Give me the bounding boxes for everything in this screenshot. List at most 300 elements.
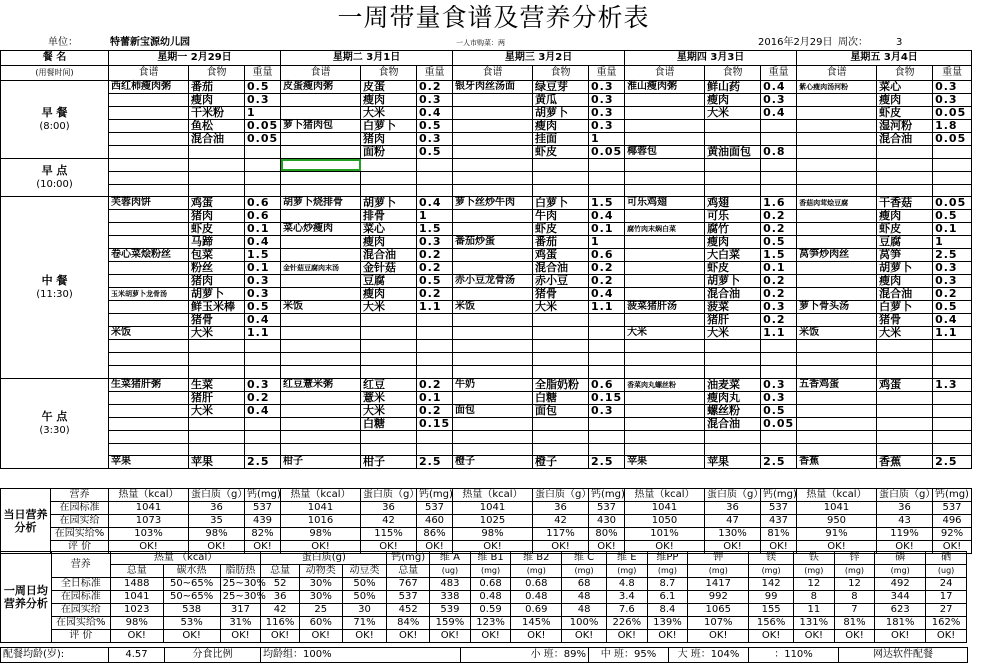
food-name: 马蹄: [189, 236, 245, 249]
dish-name: [109, 275, 189, 288]
menu-row: [1, 94, 972, 107]
dish-name: 银牙肉丝汤面: [453, 81, 533, 94]
daily-value: 35: [189, 515, 245, 528]
daily-value: 101%: [625, 528, 705, 541]
food-name: 赤小豆: [533, 275, 589, 288]
dish-name: [109, 107, 189, 120]
food-weight: 0.3: [933, 94, 972, 107]
menu-row: [1, 81, 972, 94]
dish-name: [453, 210, 533, 223]
food-name: 猪肉: [189, 210, 245, 223]
weekly-value: 81%: [834, 617, 875, 630]
food-name: 大米: [189, 327, 245, 340]
dish-name: 赤小豆龙骨汤: [453, 275, 533, 288]
dish-name: [453, 288, 533, 301]
weekly-subheader: (mg): [834, 565, 875, 578]
weekly-mg-header: 镁: [749, 552, 794, 565]
dish-name: [797, 184, 877, 197]
food-name: [533, 184, 589, 197]
meal-name: 午 点: [41, 409, 68, 423]
dish-name: [797, 146, 877, 159]
food-weight: 0.05: [933, 197, 972, 210]
daily-value: 1073: [109, 515, 189, 528]
dish-name: [625, 314, 705, 327]
dish-name: [797, 133, 877, 146]
daily-row: [1, 515, 972, 528]
food-name: 瘦肉: [705, 236, 761, 249]
food-weight: [933, 417, 972, 430]
food-name: 挂面: [533, 133, 589, 146]
dish-name: 红豆薏米粥: [281, 378, 361, 391]
food-weight: 2.5: [417, 456, 453, 469]
dish-name: [281, 391, 361, 404]
food-name: 面包: [533, 404, 589, 417]
weekly-value: OK!: [749, 630, 794, 643]
weekly-value: 452: [387, 604, 430, 617]
food-name: [877, 184, 933, 197]
food-weight: 0.05: [245, 120, 281, 133]
food-weight: 0.15: [589, 391, 625, 404]
dish-name: [797, 223, 877, 236]
day-header: 星期四 3月3日: [625, 51, 797, 66]
daily-value: OK!: [933, 541, 972, 554]
food-name: 鸡蛋: [877, 378, 933, 391]
food-weight: 0.5: [417, 120, 453, 133]
daily-value: 103%: [109, 528, 189, 541]
food-name: 虾皮: [533, 223, 589, 236]
food-name: [189, 146, 245, 159]
weekly-value: 3.4: [606, 591, 647, 604]
daily-value: 86%: [417, 528, 453, 541]
food-name: 瘦肉: [705, 94, 761, 107]
mid-class: 中 班：95%: [589, 648, 669, 663]
day-header: 星期五 3月4日: [797, 51, 972, 66]
food-weight: [417, 430, 453, 443]
daily-value: OK!: [109, 541, 189, 554]
menu-row: [1, 107, 972, 120]
food-weight: 0.2: [761, 275, 797, 288]
food-weight: [417, 327, 453, 340]
daily-value: 430: [589, 515, 625, 528]
dish-name: [625, 249, 705, 262]
dish-name: 米饭: [109, 327, 189, 340]
dish-name: [625, 340, 705, 353]
food-name: 胡萝卜: [533, 107, 589, 120]
daily-value: 537: [761, 502, 797, 515]
dish-name: 柑子: [281, 456, 361, 469]
food-name: [189, 340, 245, 353]
dish-name: [797, 288, 877, 301]
daily-value: 91%: [797, 528, 877, 541]
weekly-value: 1041: [110, 591, 163, 604]
daily-value: OK!: [705, 541, 761, 554]
food-weight: 0.4: [589, 210, 625, 223]
dish-name: [453, 184, 533, 197]
dish-name: [109, 236, 189, 249]
food-weight: 0.3: [933, 81, 972, 94]
food-weight: 0.15: [417, 417, 453, 430]
selected-cell[interactable]: [281, 159, 361, 172]
dish-name: 菜心炒瘦肉: [281, 223, 361, 236]
food-weight: [417, 159, 453, 172]
dish-name: [281, 171, 361, 184]
food-weight: [589, 365, 625, 378]
weekly-value: OK!: [606, 630, 647, 643]
menu-row: [1, 210, 972, 223]
food-weight: 0.3: [417, 94, 453, 107]
menu-row: [1, 365, 972, 378]
dish-name: 胡萝卜烧排骨: [281, 197, 361, 210]
food-weight: [933, 443, 972, 456]
food-weight: 1.5: [245, 249, 281, 262]
food-weight: 0.1: [417, 391, 453, 404]
food-weight: 0.6: [245, 210, 281, 223]
weekly-va-header: 维 A: [430, 552, 471, 565]
dish-name: [453, 171, 533, 184]
food-name: 金针菇: [361, 262, 417, 275]
dish-name: [281, 94, 361, 107]
weekly-value: 25~30%: [220, 578, 261, 591]
food-name: 豆腐: [361, 275, 417, 288]
food-name: 菜心: [877, 81, 933, 94]
food-weight: [761, 365, 797, 378]
weekly-value: 344: [875, 591, 926, 604]
dish-name: 皮蛋瘦肉粥: [281, 81, 361, 94]
food-name: 豆腐: [877, 236, 933, 249]
daily-value: 130%: [705, 528, 761, 541]
calcium-header: 钙(mg): [245, 489, 281, 502]
daily-value: 36: [533, 502, 589, 515]
daily-value: 98%: [453, 528, 533, 541]
dish-name: [281, 210, 361, 223]
food-name: [533, 159, 589, 172]
food-weight: 0.6: [245, 197, 281, 210]
food-weight: 0.3: [933, 262, 972, 275]
daily-value: OK!: [589, 541, 625, 554]
food-name: 绿豆芽: [533, 81, 589, 94]
food-name: 大白菜: [705, 249, 761, 262]
dish-name: [453, 146, 533, 159]
weekly-value: 767: [387, 578, 430, 591]
age-value: 4.57: [109, 648, 165, 663]
food-name: [533, 327, 589, 340]
food-name: 生菜: [189, 378, 245, 391]
dish-name: [453, 327, 533, 340]
weekly-value: OK!: [163, 630, 220, 643]
food-weight: [589, 184, 625, 197]
food-weight: 0.3: [245, 288, 281, 301]
food-weight: [933, 159, 972, 172]
food-weight: 0.1: [245, 262, 281, 275]
dish-name: [797, 120, 877, 133]
food-name: [361, 443, 417, 456]
col-dish-header: 食谱: [281, 66, 361, 81]
food-weight: [589, 353, 625, 366]
food-name: [361, 430, 417, 443]
dish-name: [797, 430, 877, 443]
food-name: 大米: [361, 107, 417, 120]
dish-name: [797, 275, 877, 288]
daily-value: 439: [245, 515, 281, 528]
food-weight: [245, 171, 281, 184]
weekly-value: 36: [261, 591, 300, 604]
daily-value: OK!: [761, 541, 797, 554]
weekly-row-label: 全日标准: [51, 578, 110, 591]
dish-name: 苹果: [109, 456, 189, 469]
weekly-value: 27: [926, 604, 967, 617]
weekly-value: 7: [834, 604, 875, 617]
dish-name: [109, 159, 189, 172]
food-name: [361, 314, 417, 327]
food-name: [533, 430, 589, 443]
dish-name: 番茄炒蛋: [453, 236, 533, 249]
dish-name: [625, 120, 705, 133]
weekly-value: 24: [926, 578, 967, 591]
dish-name: 腐竹肉末焖白菜: [625, 223, 705, 236]
col-food-header: 食物: [533, 66, 589, 81]
weekly-value: 492: [875, 578, 926, 591]
meal-label: [1, 378, 109, 469]
col-weight-header: 重量: [245, 66, 281, 81]
food-weight: [245, 443, 281, 456]
weekly-value: 317: [220, 604, 261, 617]
dish-name: [453, 443, 533, 456]
dish-name: [281, 353, 361, 366]
dish-name: [625, 236, 705, 249]
food-weight: 0.3: [761, 378, 797, 391]
food-weight: 1.1: [761, 327, 797, 340]
calcium-header: 钙(mg): [933, 489, 972, 502]
dish-name: 萝卜丝炒牛肉: [453, 197, 533, 210]
food-name: 混合油: [705, 417, 761, 430]
dish-name: [625, 262, 705, 275]
daily-value: OK!: [189, 541, 245, 554]
food-name: 白萝卜: [533, 197, 589, 210]
weekly-value: 84%: [387, 617, 430, 630]
food-weight: [589, 159, 625, 172]
food-name: 莴笋: [877, 249, 933, 262]
heat-header: 热量（kcal）: [453, 489, 533, 502]
weekly-fe-header: 铁: [794, 552, 835, 565]
weekly-nutrient-header: 营养: [51, 552, 110, 578]
food-name: [877, 443, 933, 456]
dish-name: [109, 120, 189, 133]
food-weight: [245, 146, 281, 159]
dish-name: 紫心瘦肉汤河粉: [797, 81, 877, 94]
food-weight: 0.4: [417, 197, 453, 210]
weekly-value: 537: [387, 591, 430, 604]
dish-name: [625, 391, 705, 404]
weekly-value: 6.1: [647, 591, 688, 604]
food-weight: 0.2: [761, 223, 797, 236]
weekly-value: 623: [875, 604, 926, 617]
date-text: 2016年2月29日: [758, 37, 833, 48]
menu-row: [1, 223, 972, 236]
food-name: 白糖: [361, 417, 417, 430]
day-header: 星期一 2月29日: [109, 51, 281, 66]
col-dish-header: 食谱: [109, 66, 189, 81]
weekly-value: 992: [688, 591, 749, 604]
food-weight: [761, 171, 797, 184]
dish-name: [625, 404, 705, 417]
dish-name: [281, 236, 361, 249]
food-name: [189, 171, 245, 184]
food-weight: 0.3: [761, 391, 797, 404]
food-name: 鲜玉米棒: [189, 301, 245, 314]
dish-name: [453, 159, 533, 172]
menu-row: [1, 327, 972, 340]
menu-row: [1, 430, 972, 443]
menu-row: [1, 301, 972, 314]
food-name: 干米粉: [189, 107, 245, 120]
food-name: 虾皮: [705, 262, 761, 275]
dish-name: 莴笋炒肉丝: [797, 249, 877, 262]
daily-value: 82%: [245, 528, 281, 541]
daily-row-label: 在园实给%: [51, 528, 109, 541]
protein-header: 蛋白质（g）: [533, 489, 589, 502]
dish-name: [109, 94, 189, 107]
food-weight: 0.1: [933, 223, 972, 236]
food-weight: 1.6: [761, 197, 797, 210]
weekly-heat-header: 热量 （kcal）: [110, 552, 260, 565]
menu-row: [1, 391, 972, 404]
menu-row: [1, 404, 972, 417]
menu-row: [1, 159, 972, 172]
weekly-subheader: (mg): [511, 565, 562, 578]
unit-name: 特蕾新宝源幼儿园: [110, 37, 190, 48]
dish-name: [797, 262, 877, 275]
food-name: 鸡蛋: [533, 249, 589, 262]
food-name: 虾皮: [877, 223, 933, 236]
food-name: 混合油: [705, 288, 761, 301]
weekly-value: 0.59: [470, 604, 511, 617]
weekly-protein-header: 蛋白质(g): [261, 552, 387, 565]
weekly-se-header: 硒: [926, 552, 967, 565]
food-weight: 0.5: [417, 275, 453, 288]
weekly-section-label: 一周日均营养分析: [1, 552, 52, 643]
weekly-vb2-header: 维 B2: [511, 552, 562, 565]
food-name: [533, 314, 589, 327]
weekly-value: OK!: [688, 630, 749, 643]
weekly-p-header: 磷: [875, 552, 926, 565]
dish-name: 萝卜骨头汤: [797, 301, 877, 314]
dish-name: 西红柿瘦肉粥: [109, 81, 189, 94]
food-weight: [245, 159, 281, 172]
weekly-subheader: (mg): [688, 565, 749, 578]
weekly-value: 1023: [110, 604, 163, 617]
weekly-vc-header: 维 C: [562, 552, 607, 565]
daily-value: 1025: [453, 515, 533, 528]
food-weight: [245, 430, 281, 443]
food-name: [705, 120, 761, 133]
dish-name: 橙子: [453, 456, 533, 469]
dish-name: 金针菇豆腐肉末汤: [281, 262, 361, 275]
meal-name: 早 点: [41, 163, 68, 177]
dish-name: 香蕉: [797, 456, 877, 469]
dish-name: 卷心菜烩粉丝: [109, 249, 189, 262]
daily-value: 537: [933, 502, 972, 515]
food-name: 番茄: [189, 81, 245, 94]
food-name: 混合油: [877, 288, 933, 301]
food-name: 混合油: [189, 133, 245, 146]
food-name: 鸡翅: [705, 197, 761, 210]
food-name: 瘦肉: [361, 94, 417, 107]
food-weight: [761, 430, 797, 443]
food-weight: [417, 340, 453, 353]
food-name: 柑子: [361, 456, 417, 469]
menu-row: [1, 275, 972, 288]
meal-time: (8:00): [39, 120, 70, 132]
dish-name: 香菜肉丸螺丝粉: [625, 378, 705, 391]
food-weight: 0.4: [933, 314, 972, 327]
meal-name: 早 餐: [41, 105, 68, 119]
meal-time: (10:00): [36, 178, 73, 190]
food-name: 大米: [533, 301, 589, 314]
weekly-value: 50~65%: [163, 578, 220, 591]
food-name: 虾皮: [877, 107, 933, 120]
weekly-value: 50%: [342, 591, 387, 604]
food-name: [189, 417, 245, 430]
weekly-value: 338: [430, 591, 471, 604]
food-name: [189, 430, 245, 443]
food-name: 鲜山药: [705, 81, 761, 94]
food-weight: [933, 404, 972, 417]
heat-header: 热量（kcal）: [281, 489, 361, 502]
weekly-value: 30%: [299, 578, 342, 591]
food-weight: 0.2: [417, 378, 453, 391]
food-weight: [761, 340, 797, 353]
weekly-ca-header: 钙(mg): [387, 552, 430, 565]
food-weight: [589, 443, 625, 456]
food-name: 可乐: [705, 210, 761, 223]
dish-name: [797, 171, 877, 184]
avg-group: 均龄组：100%: [261, 648, 461, 663]
food-weight: [761, 133, 797, 146]
weekly-row-label: 在园标准: [51, 591, 110, 604]
daily-row: [1, 502, 972, 515]
daily-row: [1, 528, 972, 541]
weekly-value: 25: [299, 604, 342, 617]
daily-value: 92%: [933, 528, 972, 541]
food-name: [705, 353, 761, 366]
food-weight: [761, 353, 797, 366]
food-name: 猪骨: [189, 314, 245, 327]
weekly-value: OK!: [511, 630, 562, 643]
food-name: 白萝卜: [361, 120, 417, 133]
food-weight: [761, 184, 797, 197]
daily-value: 98%: [281, 528, 361, 541]
dish-name: [281, 275, 361, 288]
dish-name: [109, 353, 189, 366]
dish-name: [625, 133, 705, 146]
daily-value: OK!: [417, 541, 453, 554]
food-name: 全脂奶粉: [533, 378, 589, 391]
weekly-row: [1, 604, 967, 617]
weekly-subheader: (mg): [647, 565, 688, 578]
dish-name: [625, 430, 705, 443]
weekly-row: [1, 630, 967, 643]
menu-row: [1, 120, 972, 133]
weekly-value: 0.68: [511, 578, 562, 591]
dish-name: [109, 210, 189, 223]
dish-name: [453, 353, 533, 366]
week-number: 3: [896, 37, 903, 48]
food-name: 菜心: [361, 223, 417, 236]
weekly-value: 25~30%: [220, 591, 261, 604]
food-weight: 0.8: [761, 146, 797, 159]
daily-value: 1050: [625, 515, 705, 528]
weekly-value: 100%: [562, 617, 607, 630]
